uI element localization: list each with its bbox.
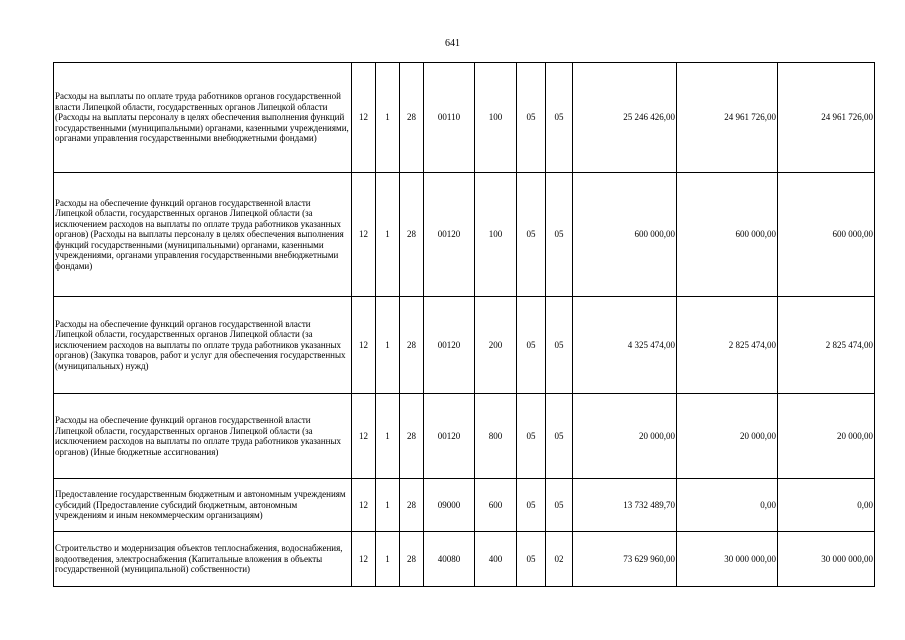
cell-c7: 05 xyxy=(546,173,573,297)
cell-v2: 30 000 000,00 xyxy=(677,532,778,587)
cell-v1: 25 246 426,00 xyxy=(573,63,677,173)
budget-table xyxy=(53,62,875,587)
cell-c6: 05 xyxy=(517,394,546,479)
cell-c2: 1 xyxy=(376,532,400,587)
cell-v3: 0,00 xyxy=(778,479,875,532)
table-row xyxy=(54,394,875,479)
cell-v3: 600 000,00 xyxy=(778,173,875,297)
cell-c3: 28 xyxy=(400,63,424,173)
cell-v3: 30 000 000,00 xyxy=(778,532,875,587)
cell-v2: 24 961 726,00 xyxy=(677,63,778,173)
row-description: Расходы на обеспечение функций органов государственной власти Липецкой области, государственных органов Липецкой области (за исключением расходов на выплаты по оплате труда работников указанных органов) (Расходы на выплаты персоналу в целях обеспечения выполнения функций государственными (муниципальными) органами, казенными учреждениями, органами управления государственными внебюджетными фондами) xyxy=(54,173,352,297)
cell-c5: 600 xyxy=(475,479,517,532)
cell-c7: 05 xyxy=(546,297,573,394)
cell-c3: 28 xyxy=(400,532,424,587)
cell-c6: 05 xyxy=(517,173,546,297)
row-description: Расходы на выплаты по оплате труда работников органов государственной власти Липецкой области, государственных органов Липецкой области (Расходы на выплаты персоналу в целях обеспечения выполнения функций государственными (муниципальными) органами, казенными учреждениями, органами управления государственными внебюджетными фондами) xyxy=(54,63,352,173)
row-description: Предоставление государственным бюджетным и автономным учреждениям субсидий (Предоставление субсидий бюджетным, автономным учреждениям и иным некоммерческим организациям) xyxy=(54,479,352,532)
cell-v2: 0,00 xyxy=(677,479,778,532)
table-row xyxy=(54,479,875,532)
cell-v2: 600 000,00 xyxy=(677,173,778,297)
cell-c7: 05 xyxy=(546,479,573,532)
cell-c4: 40080 xyxy=(424,532,475,587)
cell-v1: 20 000,00 xyxy=(573,394,677,479)
row-description: Строительство и модернизация объектов теплоснабжения, водоснабжения, водоотведения, электроснабжения (Капитальные вложения в объекты государственной (муниципальной) собственности) xyxy=(54,532,352,587)
cell-c4: 00120 xyxy=(424,173,475,297)
cell-c7: 05 xyxy=(546,63,573,173)
cell-c6: 05 xyxy=(517,63,546,173)
cell-c7: 02 xyxy=(546,532,573,587)
cell-c1: 12 xyxy=(352,297,376,394)
cell-c4: 09000 xyxy=(424,479,475,532)
cell-c5: 800 xyxy=(475,394,517,479)
table-row xyxy=(54,532,875,587)
cell-c5: 100 xyxy=(475,173,517,297)
cell-c6: 05 xyxy=(517,532,546,587)
cell-c3: 28 xyxy=(400,479,424,532)
cell-c2: 1 xyxy=(376,479,400,532)
table-row xyxy=(54,297,875,394)
cell-c5: 100 xyxy=(475,63,517,173)
cell-v1: 73 629 960,00 xyxy=(573,532,677,587)
table-row xyxy=(54,173,875,297)
cell-v1: 13 732 489,70 xyxy=(573,479,677,532)
table-row xyxy=(54,63,875,173)
page-number: 641 xyxy=(445,38,460,49)
cell-c1: 12 xyxy=(352,532,376,587)
cell-c5: 200 xyxy=(475,297,517,394)
cell-c3: 28 xyxy=(400,297,424,394)
cell-c5: 400 xyxy=(475,532,517,587)
cell-v2: 20 000,00 xyxy=(677,394,778,479)
cell-v1: 600 000,00 xyxy=(573,173,677,297)
cell-c6: 05 xyxy=(517,479,546,532)
cell-v3: 2 825 474,00 xyxy=(778,297,875,394)
cell-v1: 4 325 474,00 xyxy=(573,297,677,394)
cell-c4: 00120 xyxy=(424,394,475,479)
cell-c2: 1 xyxy=(376,63,400,173)
cell-c1: 12 xyxy=(352,173,376,297)
cell-v2: 2 825 474,00 xyxy=(677,297,778,394)
cell-c3: 28 xyxy=(400,394,424,479)
cell-c7: 05 xyxy=(546,394,573,479)
cell-c2: 1 xyxy=(376,173,400,297)
cell-c2: 1 xyxy=(376,394,400,479)
cell-c4: 00110 xyxy=(424,63,475,173)
row-description: Расходы на обеспечение функций органов государственной власти Липецкой области, государственных органов Липецкой области (за исключением расходов на выплаты по оплате труда работников указанных органов) (Закупка товаров, работ и услуг для обеспечения государственных (муниципальных) нужд) xyxy=(54,297,352,394)
cell-c1: 12 xyxy=(352,394,376,479)
row-description: Расходы на обеспечение функций органов государственной власти Липецкой области, государственных органов Липецкой области (за исключением расходов на выплаты по оплате труда работников указанных органов) (Иные бюджетные ассигнования) xyxy=(54,394,352,479)
cell-v3: 20 000,00 xyxy=(778,394,875,479)
cell-c1: 12 xyxy=(352,63,376,173)
cell-c2: 1 xyxy=(376,297,400,394)
cell-c3: 28 xyxy=(400,173,424,297)
cell-c1: 12 xyxy=(352,479,376,532)
cell-v3: 24 961 726,00 xyxy=(778,63,875,173)
cell-c4: 00120 xyxy=(424,297,475,394)
cell-c6: 05 xyxy=(517,297,546,394)
